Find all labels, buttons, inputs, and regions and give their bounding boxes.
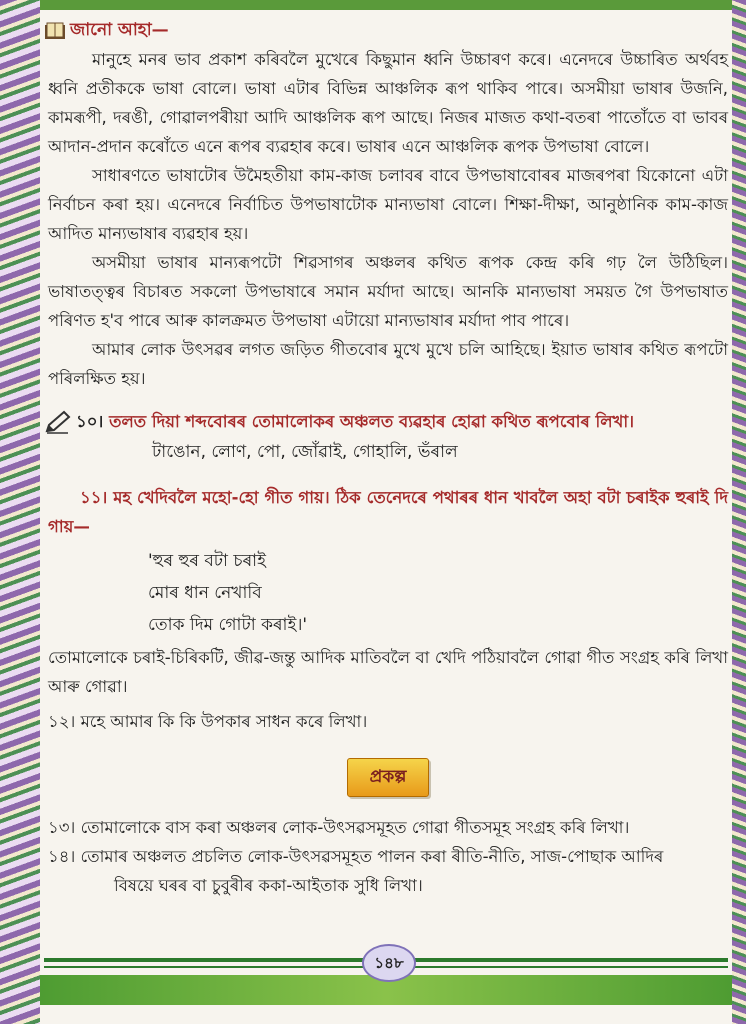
left-decorative-border (0, 0, 40, 1024)
question-14-line-1: ১৪। তোমাৰ অঞ্চলত প্ৰচলিত লোক-উৎসৱসমূহত পালন কৰা ৰীতি-নীতি, সাজ-পোছাক আদিৰ (48, 847, 664, 866)
paragraph-4: আমাৰ লোক উৎসৱৰ লগত জড়িত গীতবোৰ মুখে মুখে চলি আহিছে। ইয়াত ভাষাৰ কথিত ৰূপটো পৰিলক্ষিত হয়। (48, 340, 728, 388)
pencil-icon (44, 409, 72, 435)
right-decorative-border (732, 0, 746, 1024)
paragraph-2: সাধাৰণতে ভাষাটোৰ উমৈহতীয়া কাম-কাজ চলাবৰ বাবে উপভাষাবোৰৰ মাজৰপৰা যিকোনো এটা নিৰ্বাচন কৰা হয়। এনেদৰে নিৰ্বাচিত উপভাষাটোক মান্যভাষা বোলে। শিক্ষা-দীক্ষা, আনুষ্ঠানিক কাম-কাজ আদিত মান্যভাষাৰ ব্যৱহাৰ হয়। (48, 166, 728, 243)
question-11-instruction: তোমালোকে চৰাই-চিৰিকটি, জীৱ-জন্তু আদিক মাতিবলৈ বা খেদি পঠিয়াবলৈ গোৱা গীত সংগ্ৰহ কৰি লিখা আৰু গোৱা। (48, 648, 728, 696)
top-border-line (40, 0, 732, 10)
question-10-text: তলত দিয়া শব্দবোৰৰ তোমালোকৰ অঞ্চলত ব্যৱহাৰ হোৱা কথিত ৰূপবোৰ লিখা। (109, 412, 635, 431)
question-11-text: ১১। মহ খেদিবলৈ মহো-হো গীত গায়। ঠিক তেনেদৰে পথাৰৰ ধান খাবলৈ অহা বটা চৰাইক হুৰাই দি গায়— (48, 488, 728, 536)
question-12: ১২। মহে আমাৰ কি কি উপকাৰ সাধন কৰে লিখা। (48, 712, 368, 731)
paragraph-1: মানুহে মনৰ ভাব প্ৰকাশ কৰিবলৈ মুখেৰে কিছুমান ধ্বনি উচ্চাৰণ কৰে। এনেদৰে উচ্চাৰিত অৰ্থবহ ধ্বনি প্ৰতীককে ভাষা বোলে। ভাষা এটাৰ বিভিন্ন আঞ্চলিক ৰূপ থাকিব পাৰে। অসমীয়া ভাষাৰ উজনি, কামৰূপী, দৰঙী, গোৱালপৰীয়া আদি আঞ্চলিক ৰূপ আছে। নিজৰ মাজত কথা-বতৰা পাতোঁতে বা ভাবৰ আদান-প্ৰদান কৰোঁতে এনে ৰূপৰ ব্যৱহাৰ কৰে। ভাষাৰ এনে আঞ্চলিক ৰূপক উপভাষা বোলে। (48, 50, 728, 156)
rhyme (148, 545, 728, 641)
rhyme-line-3: তোক দিম গোটা কৰাই।' (148, 615, 308, 635)
project-label: প্ৰকল্প (347, 758, 430, 797)
question-10-number: ১০। (76, 412, 104, 431)
page-number: ১৪৮ (362, 944, 416, 982)
question-10-words: টাঙোন, লোণ, পো, জোঁৱাই, গোহালি, ভঁৰাল (152, 442, 458, 462)
page-content (48, 16, 728, 900)
question-14-line-2: বিষয়ে ঘৰৰ বা চুবুৰীৰ ককা-আইতাক সুধি লিখা। (114, 876, 423, 895)
rhyme-line-2: মোৰ ধান নেখাবি (148, 583, 262, 603)
section-heading: জানো আহা— (70, 20, 169, 40)
question-13: ১৩। তোমালোকে বাস কৰা অঞ্চলৰ লোক-উৎসৱসমূহত গোৱা গীতসমূহ সংগ্ৰহ কৰি লিখা। (48, 818, 630, 837)
rhyme-line-1: 'হুৰ হুৰ বটা চৰাই (148, 551, 266, 571)
paragraph-3: অসমীয়া ভাষাৰ মান্যৰূপটো শিৱসাগৰ অঞ্চলৰ কথিত ৰূপক কেন্দ্ৰ কৰি গঢ় লৈ উঠিছিল। ভাষাতত্ত্বৰ বিচাৰত সকলো উপভাষাৰে সমান মৰ্যাদা আছে। আনকি মান্যভাষা সময়ত গৈ উপভাষাত পৰিণত হ'ব পাৰে আৰু কালক্ৰমত উপভাষা এটায়ো মান্যভাষাৰ মৰ্যাদা পাব পাৰে। (48, 253, 728, 330)
question-10 (48, 407, 728, 436)
